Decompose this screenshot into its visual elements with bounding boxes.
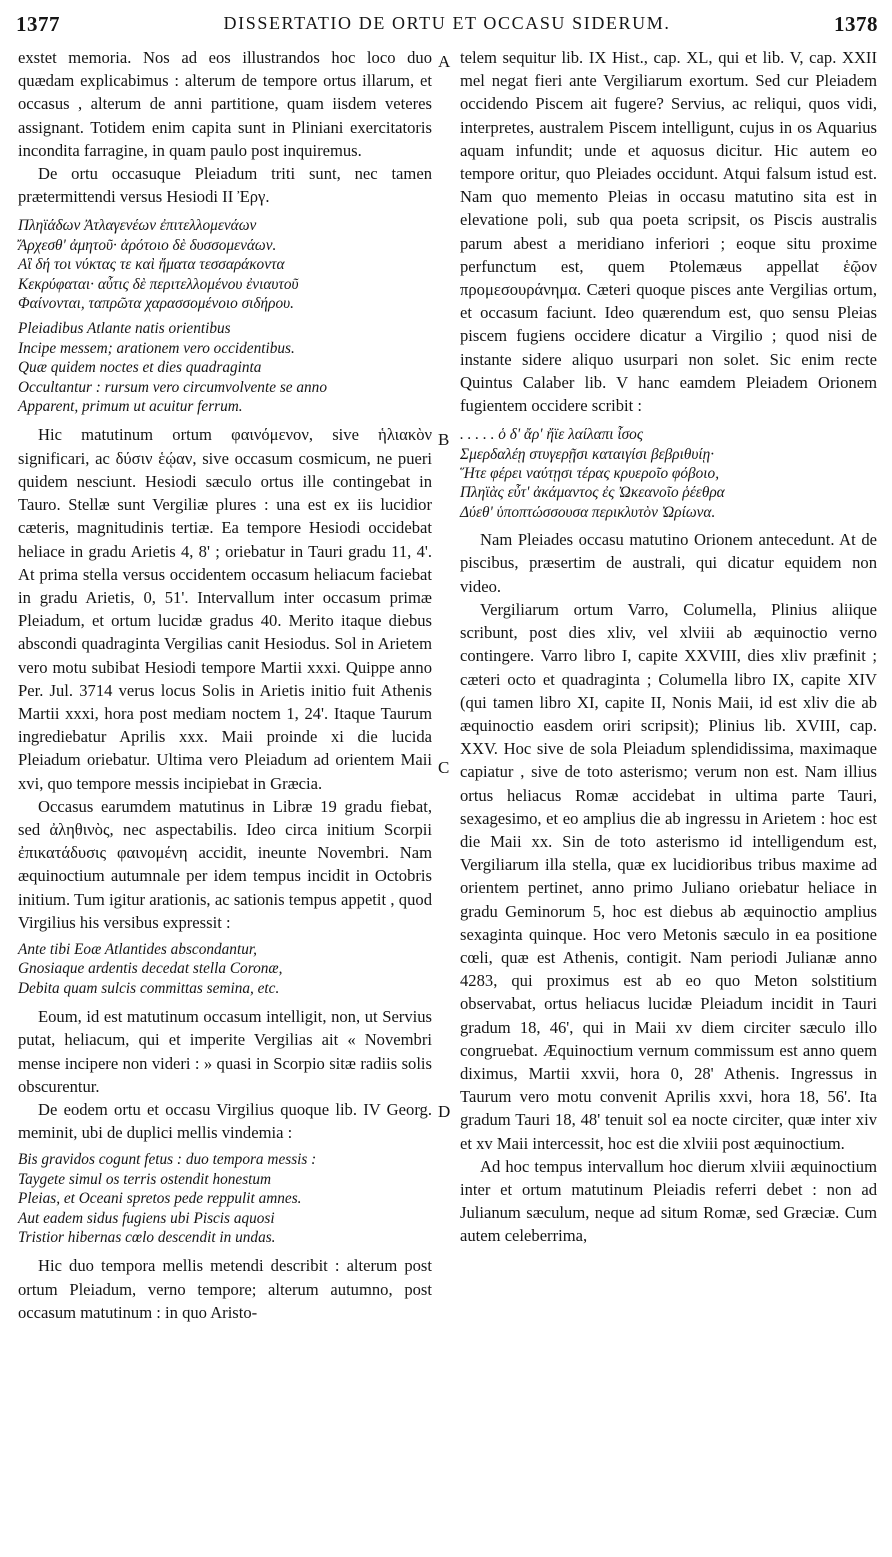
- margin-marker-b: B: [438, 430, 450, 449]
- verse-line: Ante tibi Eoæ Atlantides abscondantur,: [18, 940, 257, 958]
- paragraph: Hic matutinum ortum φαινόμενον, sive ἡλιακὸν significari, ac δύσιν ἑῴαν, sive occasum cosmicum, ne pueri quidem nesciunt. Hesiodi sæculo ortus ille contingebat in Tauro. Stellæ sunt Vergiliæ plures : una est ex iis lucidior cæteris, magnitudinis tertiæ. Ea tempore Hesiodi occidebat heliace in gradu Arietis 4, 8' ; oriebatur in Tauri gradu 11, 4'. At prima stella versus occidentem occasum heliacum faciebat in gradu Arietis, 0, 51'. Intervallum inter occasum primæ Pleiadum, et ortum lucidæ gradus 40. Merito itaque diebus abscondi quadraginta Vergilias canit Hesiodus. Sol in Arietem vero motu subibat Hesiodi tempore Martii xxxi. Quippe anno Per. Jul. 3714 verus locus Solis in Arietis initio fuit Athenis Martii xxxi, hora post mediam noctem 1, 24'. Itaque Taurum ingrediebatur Aprilis xxx. Maii proinde xi die lucida Pleiadum oriebatur. Ultima vero Pleiadum ad orientem Maii xvi, quo tempore messis incipiebat in Græcia.: [18, 425, 432, 793]
- right-column: [460, 46, 877, 1248]
- verse-line: Taygete simul os terris ostendit honestum: [18, 1170, 272, 1188]
- verse-line: Πληϊάδων Ἀτλαγενέων ἐπιτελλομενάων: [18, 217, 257, 235]
- left-column: [18, 46, 432, 1324]
- verse-line: Pleias, et Oceani spretos pede reppulit amnes.: [18, 1190, 302, 1208]
- paragraph: De eodem ortu et occasu Virgilius quoque lib. IV Georg. meminit, ubi de duplici mellis vindemia :: [18, 1099, 432, 1143]
- verse-line: Φαίνονται, ταπρῶτα χαρασσομένοιο σιδήρου.: [18, 295, 294, 313]
- latin-verse-block: [18, 1150, 432, 1247]
- verse-line: Bis gravidos cogunt fetus : duo tempora messis :: [18, 1151, 317, 1169]
- greek-verse-block: [18, 216, 432, 313]
- verse-line: . . . . . ὁ δ' ἄρ' ἤϊε λαίλαπι ἶσος: [460, 426, 644, 444]
- running-header: [14, 10, 880, 38]
- verse-line: Apparent, primum ut acuitur ferrum.: [18, 398, 243, 416]
- verse-line: Occultantur : rursum vero circumvolvente se anno: [18, 378, 327, 396]
- verse-line: Δύεθ' ὑποπτώσσουσα περικλυτὸν Ὠρίωνα.: [460, 503, 716, 521]
- margin-marker-a: A: [438, 52, 451, 71]
- page-number-right: 1378: [834, 12, 878, 36]
- page-number-left: 1377: [16, 12, 60, 36]
- verse-line: Aut eadem sidus fugiens ubi Piscis aquosi: [18, 1209, 275, 1227]
- verse-line: Tristior hibernas cœlo descendit in undas.: [18, 1229, 276, 1247]
- verse-line: Σμερδαλέῃ στυγερῇσι καταιγίσι βεβριθυίῃ·: [460, 445, 715, 463]
- verse-line: Incipe messem; arationem vero occidentibus.: [18, 339, 295, 357]
- latin-verse-block: [18, 319, 432, 416]
- verse-line: Pleiadibus Atlante natis orientibus: [18, 320, 231, 338]
- greek-verse-block: [460, 425, 877, 522]
- paragraph: De ortu occasuque Pleiadum triti sunt, nec tamen prætermittendi versus Hesiodi II Ἐργ.: [18, 164, 432, 207]
- verse-line: Gnosiaque ardentis decedat stella Coronæ,: [18, 960, 283, 978]
- margin-marker-c: C: [438, 758, 450, 777]
- paragraph: Occasus earumdem matutinus in Libræ 19 gradu fiebat, sed ἀληθινὸς, nec aspectabilis. Ideo circa initium Scorpii ἐπικατάδυσις φαινομένη accidit, ineunte Novembri. Nam æquinoctium autumnale per idem tempus incidit in Octobris initium. Tum igitur arationis, ac sationis tempus appetit , quod Virgilius his versibus expressit :: [18, 796, 432, 932]
- paragraph: telem sequitur lib. IX Hist., cap. XL, qui et lib. V, cap. XXII mel negat fieri ante Vergiliarum exortum. Sed cur Pleiadem occidendo Piscem ait fugere? Servius, ac reliqui, quos vidi, interpretes, australem Piscem intelligunt, cujus in os Aquarius aquam infundit; unde et aquosus dicitur. Hic autem eo tempore oritur, quo Pleiades occidunt. Atqui falsum istud est. Nam quo memento Pleias in occasu matutino sita est in elevatione poli, sub qua poeta scripsit, os Piscis australis parum abest a meridiano inferiori ; eoque situ proxime perfunctum est, quem Ptolemæus appellat ἑῷον προμεσουράνημα. Cæteri quoque pisces ante Vergilias ortum, et occasum faciunt. Ideo quærendum est, quo sensu Pleias piscem fugiens occidere dicatur a Virgilio ; quod nisi de instante sidere aliquo usurpari non solet. Sic enim recte Quintus Calaber lib. V hanc eamdem Pleiadem Orionem fugientem occidere scribit :: [460, 48, 877, 416]
- paragraph: exstet memoria. Nos ad eos illustrandos hoc loco duo quædam explicabimus : alterum de tempore ortus illarum, et occasus , alterum de anni partitione, quam iisdem veteres assignant. Totidem enim capita sunt in Pliniani exercitatoris incondita farragine, in quam paulo post inquiremus.: [18, 48, 432, 160]
- paragraph: Eoum, id est matutinum occasum intelligit, non, ut Servius putat, heliacum, qui et imperite Vergilias ait « Novembri mense incipere non videri : » quasi in Scorpio sitæ radiis solis obscurentur.: [18, 1007, 432, 1096]
- verse-line: Quæ quidem noctes et dies quadraginta: [18, 359, 262, 377]
- verse-line: Πληϊὰς εὖτ' ἀκάμαντος ἐς Ὠκεανοῖο ῥέεθρα: [460, 484, 725, 502]
- latin-verse-block: [18, 940, 432, 998]
- paragraph: Nam Pleiades occasu matutino Orionem antecedunt. At de piscibus, præsertim de australi, qui dicatur equidem non video.: [460, 530, 877, 596]
- paragraph: Hic duo tempora mellis metendi describit : alterum post ortum Pleiadum, verno tempore; alterum autumno, post occasum matutinum : in quo Aristo-: [18, 1256, 432, 1322]
- margin-marker-d: D: [438, 1102, 451, 1121]
- paragraph: Ad hoc tempus intervallum hoc dierum xlviii æquinoctium inter et ortum matutinum Pleiadis referri debet : non ad Julianum sæculum, neque ad situm Romæ, sed Græciæ. Cum autem celeberrima,: [460, 1156, 877, 1246]
- verse-line: Ἄρχεσθ' ἀμητοῦ· ἀρότοιο δὲ δυσσομενάων.: [18, 236, 277, 254]
- verse-line: Αἳ δή τοι νύκτας τε καὶ ἤματα τεσσαράκοντα: [18, 256, 285, 274]
- verse-line: Debita quam sulcis committas semina, etc.: [18, 979, 280, 997]
- verse-line: Κεκρύφαται· αὖτις δὲ περιτελλομένου ἐνιαυτοῦ: [18, 275, 299, 293]
- paragraph: Vergiliarum ortum Varro, Columella, Plinius aliique scribunt, post dies xliv, vel xlviii ab æquinoctio verno contingere. Varro libro I, capite XXVIII, dies xliv præfinit ; cæteri octo et quadraginta ; Columella libro IX, capite XIV (qui tamen libro XI, capite II, Nonis Maii, id est xliv die ab æquinoctio easdem oriri scripsit); Plinius lib. XVIII, cap. XXV. Hoc sive de sola Pleiadum splendidissima, maximaque capiatur , sive de toto asterismo; verum non est. Nam illius ortus heliacus Romæ accidebat in ultima parte Tauri, sexagesimo, et eo amplius die ab ingressu in Arietem : hoc est die Maii xx. Sin de toto asterismo id intelligendum est, Vergiliarum illa stella, quæ ex lucidioribus tribus maxime ad orientem pertinet, anno primo Juliano oriebatur heliace in gradu Geminorum 5, hoc est diebus ab æquinoctio amplius sexaginta quinque. Hoc vero Metonis sæculo in ea positione cœli, quæ est Athenis, contigit. Nam periodi Julianæ anno 4283, qui proximus est ab eo quo Meton solstitium observabat, ortus heliacus lucidæ Pleiadum incidit in Tauri gradum 18, 46', qui in Maii xv diem circiter sæculo illo congruebat. Æquinoctium vernum commissum est anno quem diximus, Martii xxvii, hora 0, 28' Athenis. Ingressus in Taurum vero motu convenit Aprilis xxvi, hora 18, 56'. Ita gradum Tauri 18, 48' tenuit sol ea nocte circiter, quæ inter xiv et xv Maii intercessit, hoc est die xlviii post æquinoctium.: [460, 599, 877, 1153]
- verse-line: Ἥτε φέρει ναύτῃσι τέρας κρυεροῖο φόβοιο,: [460, 465, 720, 483]
- running-title: DISSERTATIO DE ORTU ET OCCASU SIDERUM.: [223, 13, 671, 33]
